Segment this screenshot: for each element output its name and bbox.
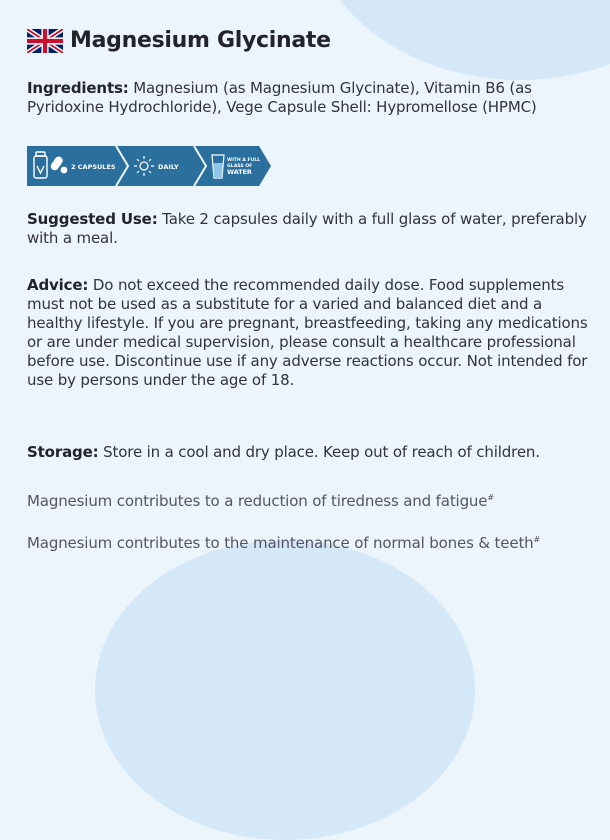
- claim-text: Magnesium contributes to the maintenance of normal bones & teeth: [27, 534, 534, 552]
- storage-text: Store in a cool and dry place. Keep out of reach of children.: [98, 443, 540, 461]
- background-blob-top-right: [310, 0, 610, 80]
- storage-label: Storage:: [27, 443, 99, 461]
- ingredients-text: Magnesium (as Magnesium Glycinate), Vitamin B6 (as Pyridoxine Hydrochloride), Vege Capsule Shell: Hypromellose (HPMC): [27, 79, 537, 116]
- step-daily-label: DAILY: [158, 163, 179, 171]
- claim-text: Magnesium contributes to a reduction of tiredness and fatigue: [27, 492, 488, 510]
- claim-tiredness: [27, 488, 592, 511]
- directions-steps: [27, 146, 272, 186]
- product-title: Magnesium Glycinate: [70, 28, 331, 53]
- suggested-use-text: Take 2 capsules daily with a full glass of water, preferably with a meal.: [27, 210, 587, 247]
- claim-bones-teeth: [27, 530, 592, 553]
- advice-paragraph: [27, 276, 592, 390]
- step-water-label-2: GLASS OF: [227, 164, 253, 169]
- ingredients-label: Ingredients:: [27, 79, 129, 97]
- advice-text: Do not exceed the recommended daily dose. Food supplements must not be used as a substitute for a varied and balanced diet and a healthy lifestyle. If you are pregnant, breastfeeding, taking any medications or are under medical supervision, please consult a healthcare professional before use. Discontinue use if any adverse reactions occur. Not intended for use by persons under the age of 18.: [27, 276, 588, 389]
- title-row: [27, 28, 331, 53]
- uk-flag-icon: [27, 29, 63, 53]
- background-blob-bottom: [95, 540, 475, 840]
- claim-footnote-mark: #: [533, 535, 541, 544]
- claim-footnote-mark: #: [487, 493, 494, 502]
- storage-paragraph: [27, 443, 592, 462]
- step-capsules-label: 2 CAPSULES: [71, 163, 116, 171]
- advice-label: Advice:: [27, 276, 89, 294]
- ingredients-paragraph: [27, 79, 592, 117]
- suggested-use-paragraph: [27, 210, 592, 248]
- step-water-label-1: WITH A FULL: [227, 158, 261, 163]
- step-water-label-3: WATER: [227, 168, 252, 176]
- suggested-use-label: Suggested Use:: [27, 210, 158, 228]
